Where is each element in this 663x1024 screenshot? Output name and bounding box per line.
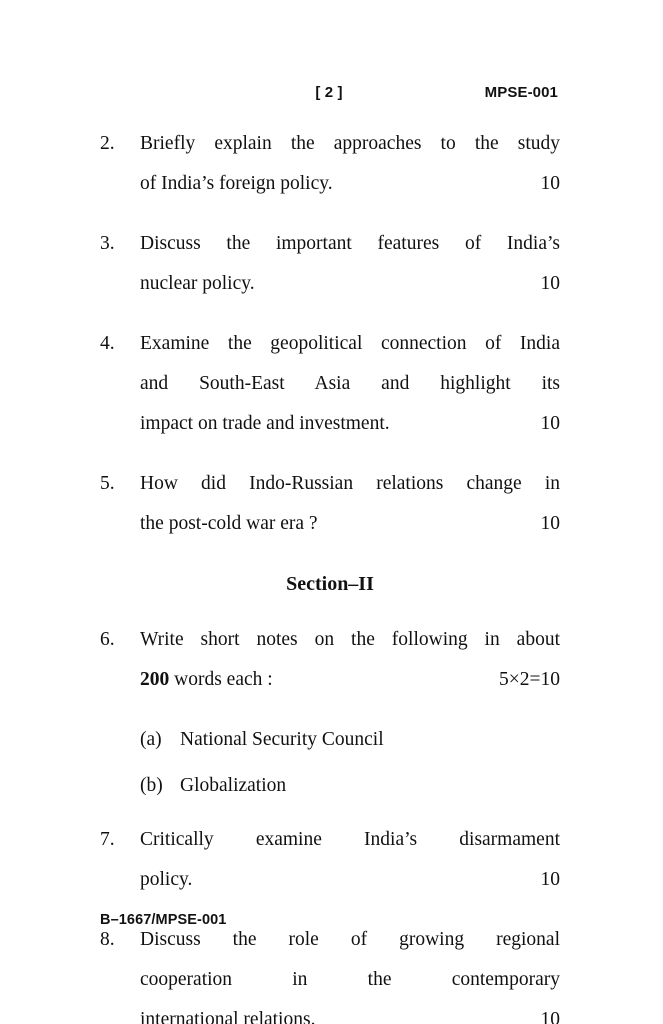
question-last-line-text: nuclear policy. — [140, 273, 255, 294]
question-number: 3. — [100, 233, 115, 254]
question-item — [100, 820, 560, 900]
question-marks: 10 — [540, 869, 560, 890]
question-body — [140, 820, 560, 900]
page-footer: B–1667/MPSE-001 — [100, 912, 227, 928]
question-marks: 10 — [540, 413, 560, 434]
question-line: Critically examine India’s disarmament — [140, 829, 560, 850]
question-item — [100, 464, 560, 544]
question-last-line-text: the post-cold war era ? — [140, 513, 318, 534]
question-line: Write short notes on the following in about — [140, 629, 560, 650]
question-last-line-text: of India’s foreign policy. — [140, 173, 333, 194]
question-body — [140, 920, 560, 1024]
paper-code: MPSE-001 — [484, 84, 558, 101]
question-last-line — [140, 504, 560, 544]
question-item — [100, 124, 560, 204]
sub-question-label: (b) — [140, 775, 163, 796]
question-line: cooperation in the contemporary — [140, 969, 560, 990]
question-last-line-text: policy. — [140, 869, 193, 890]
question-line: Discuss the role of growing regional — [140, 929, 560, 950]
question-item — [100, 920, 560, 1024]
question-body — [140, 324, 560, 444]
question-last-line-text: international relations. — [140, 1009, 316, 1024]
question-last-line — [140, 860, 560, 900]
question-marks: 10 — [540, 173, 560, 194]
question-last-line — [140, 404, 560, 444]
question-list — [100, 124, 560, 1024]
sub-question-item — [100, 720, 560, 760]
question-body — [140, 620, 560, 700]
question-marks: 5×2=10 — [499, 669, 560, 690]
question-last-line-text: impact on trade and investment. — [140, 413, 390, 434]
question-line: Briefly explain the approaches to the study — [140, 133, 560, 154]
word-count-emphasis: 200 — [140, 669, 170, 690]
question-last-line — [140, 164, 560, 204]
sub-question-item — [100, 766, 560, 806]
section-heading: Section–II — [286, 573, 374, 595]
question-last-line-text: words each : — [169, 669, 273, 690]
question-number: 8. — [100, 929, 115, 950]
question-line: Discuss the important features of India’s — [140, 233, 560, 254]
sub-question-text: National Security Council — [180, 729, 384, 750]
sub-question-text: Globalization — [180, 775, 287, 796]
question-item — [100, 224, 560, 304]
question-last-line — [140, 1000, 560, 1024]
question-marks: 10 — [540, 513, 560, 534]
question-number: 6. — [100, 629, 115, 650]
question-last-line — [140, 264, 560, 304]
question-item — [100, 324, 560, 444]
question-number: 2. — [100, 133, 115, 154]
question-line: Examine the geopolitical connection of India — [140, 333, 560, 354]
page-number: [ 2 ] — [315, 84, 343, 101]
question-body — [140, 124, 560, 204]
page-header — [100, 84, 558, 106]
question-number: 5. — [100, 473, 115, 494]
question-line: and South-East Asia and highlight its — [140, 373, 560, 394]
question-body — [140, 224, 560, 304]
sub-question-label: (a) — [140, 729, 162, 750]
question-line: How did Indo-Russian relations change in — [140, 473, 560, 494]
question-body — [140, 464, 560, 544]
question-number: 7. — [100, 829, 115, 850]
question-item — [100, 620, 560, 700]
question-last-line — [140, 660, 560, 700]
question-marks: 10 — [540, 1009, 560, 1024]
question-marks: 10 — [540, 273, 560, 294]
question-number: 4. — [100, 333, 115, 354]
